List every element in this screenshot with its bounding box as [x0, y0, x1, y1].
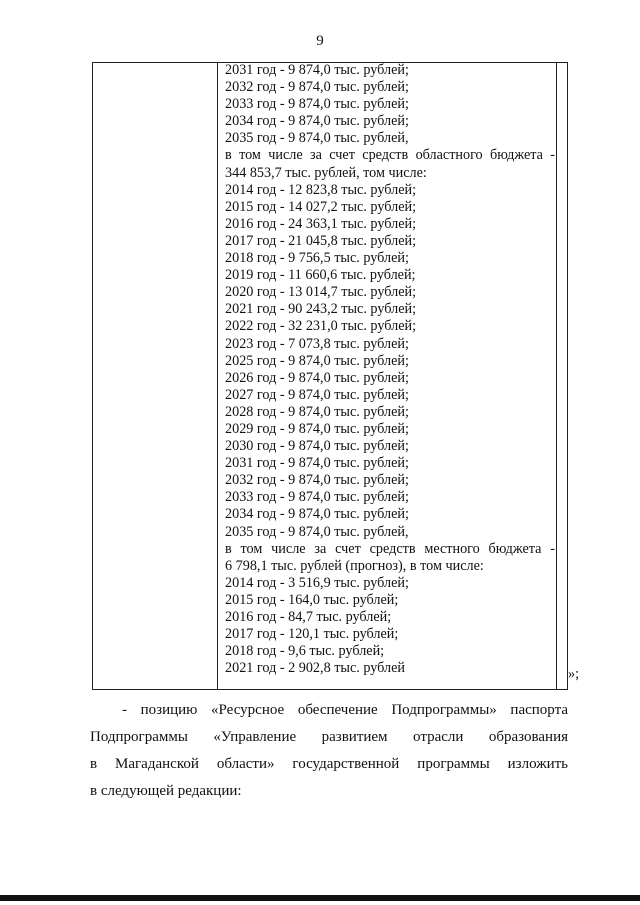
closing-quote: »;: [568, 666, 580, 682]
amendment-paragraph: [90, 697, 568, 805]
paragraph-line: в следующей редакции:: [90, 783, 242, 799]
paragraph-line: - позицию «Ресурсное обеспечение Подпрограммы» паспорта: [122, 702, 568, 718]
table-line: 2017 год - 21 045,8 тыс. рублей;: [225, 232, 417, 249]
table-line: 2014 год - 3 516,9 тыс. рублей;: [225, 574, 409, 591]
table-line: 344 853,7 тыс. рублей, том числе:: [225, 164, 427, 181]
page-number: 9: [316, 33, 324, 49]
table-line: 2023 год - 7 073,8 тыс. рублей;: [225, 335, 409, 352]
table-line: 2035 год - 9 874,0 тыс. рублей,: [225, 523, 409, 540]
table-line: 2032 год - 9 874,0 тыс. рублей;: [225, 472, 409, 489]
table-line: 2028 год - 9 874,0 тыс. рублей;: [225, 403, 409, 420]
table-line: 2025 год - 9 874,0 тыс. рублей;: [225, 352, 409, 369]
table-line: 2030 год - 9 874,0 тыс. рублей;: [225, 438, 409, 455]
table-line: 6 798,1 тыс. рублей (прогноз), в том числе:: [225, 557, 484, 574]
table-line: в том числе за счет средств областного бюджета -: [225, 147, 555, 164]
table-line: 2034 год - 9 874,0 тыс. рублей;: [225, 113, 409, 130]
table-line: 2029 год - 9 874,0 тыс. рублей;: [225, 420, 409, 437]
table-line: 2034 год - 9 874,0 тыс. рублей;: [225, 506, 409, 523]
table-line: 2032 год - 9 874,0 тыс. рублей;: [225, 79, 409, 96]
table-line: 2017 год - 120,1 тыс. рублей;: [225, 626, 399, 643]
table-line: 2021 год - 2 902,8 тыс. рублей: [225, 660, 405, 677]
table-line: 2020 год - 13 014,7 тыс. рублей;: [225, 284, 417, 301]
table-line: 2031 год - 9 874,0 тыс. рублей;: [225, 62, 409, 78]
table-value-cell: [225, 62, 555, 677]
table-line: 2026 год - 9 874,0 тыс. рублей;: [225, 369, 409, 386]
table-line: 2022 год - 32 231,0 тыс. рублей;: [225, 318, 417, 335]
table-line: 2015 год - 14 027,2 тыс. рублей;: [225, 198, 417, 215]
table-line: 2033 год - 9 874,0 тыс. рублей;: [225, 96, 409, 113]
table-line: 2016 год - 24 363,1 тыс. рублей;: [225, 215, 417, 232]
table-line: в том числе за счет средств местного бюджета -: [225, 540, 555, 557]
table-line: 2015 год - 164,0 тыс. рублей;: [225, 591, 399, 608]
table-line: 2018 год - 9 756,5 тыс. рублей;: [225, 250, 409, 267]
paragraph-line: Подпрограммы «Управление развитием отрасли образования: [90, 729, 568, 745]
table-line: 2018 год - 9,6 тыс. рублей;: [225, 643, 385, 660]
table-line: 2033 год - 9 874,0 тыс. рублей;: [225, 489, 409, 506]
scan-bottom-edge: [0, 895, 640, 901]
table-line: 2035 год - 9 874,0 тыс. рублей,: [225, 130, 409, 147]
table-line: 2019 год - 11 660,6 тыс. рублей;: [225, 267, 416, 284]
table-line: 2014 год - 12 823,8 тыс. рублей;: [225, 181, 417, 198]
table-column-divider-right: [556, 62, 557, 690]
table-line: 2031 год - 9 874,0 тыс. рублей;: [225, 455, 409, 472]
table-line: 2027 год - 9 874,0 тыс. рублей;: [225, 386, 409, 403]
table-line: 2021 год - 90 243,2 тыс. рублей;: [225, 301, 417, 318]
table-line: 2016 год - 84,7 тыс. рублей;: [225, 609, 392, 625]
table-column-divider-left: [217, 62, 218, 690]
paragraph-line: в Магаданской области» государственной программы изложить: [90, 756, 568, 772]
